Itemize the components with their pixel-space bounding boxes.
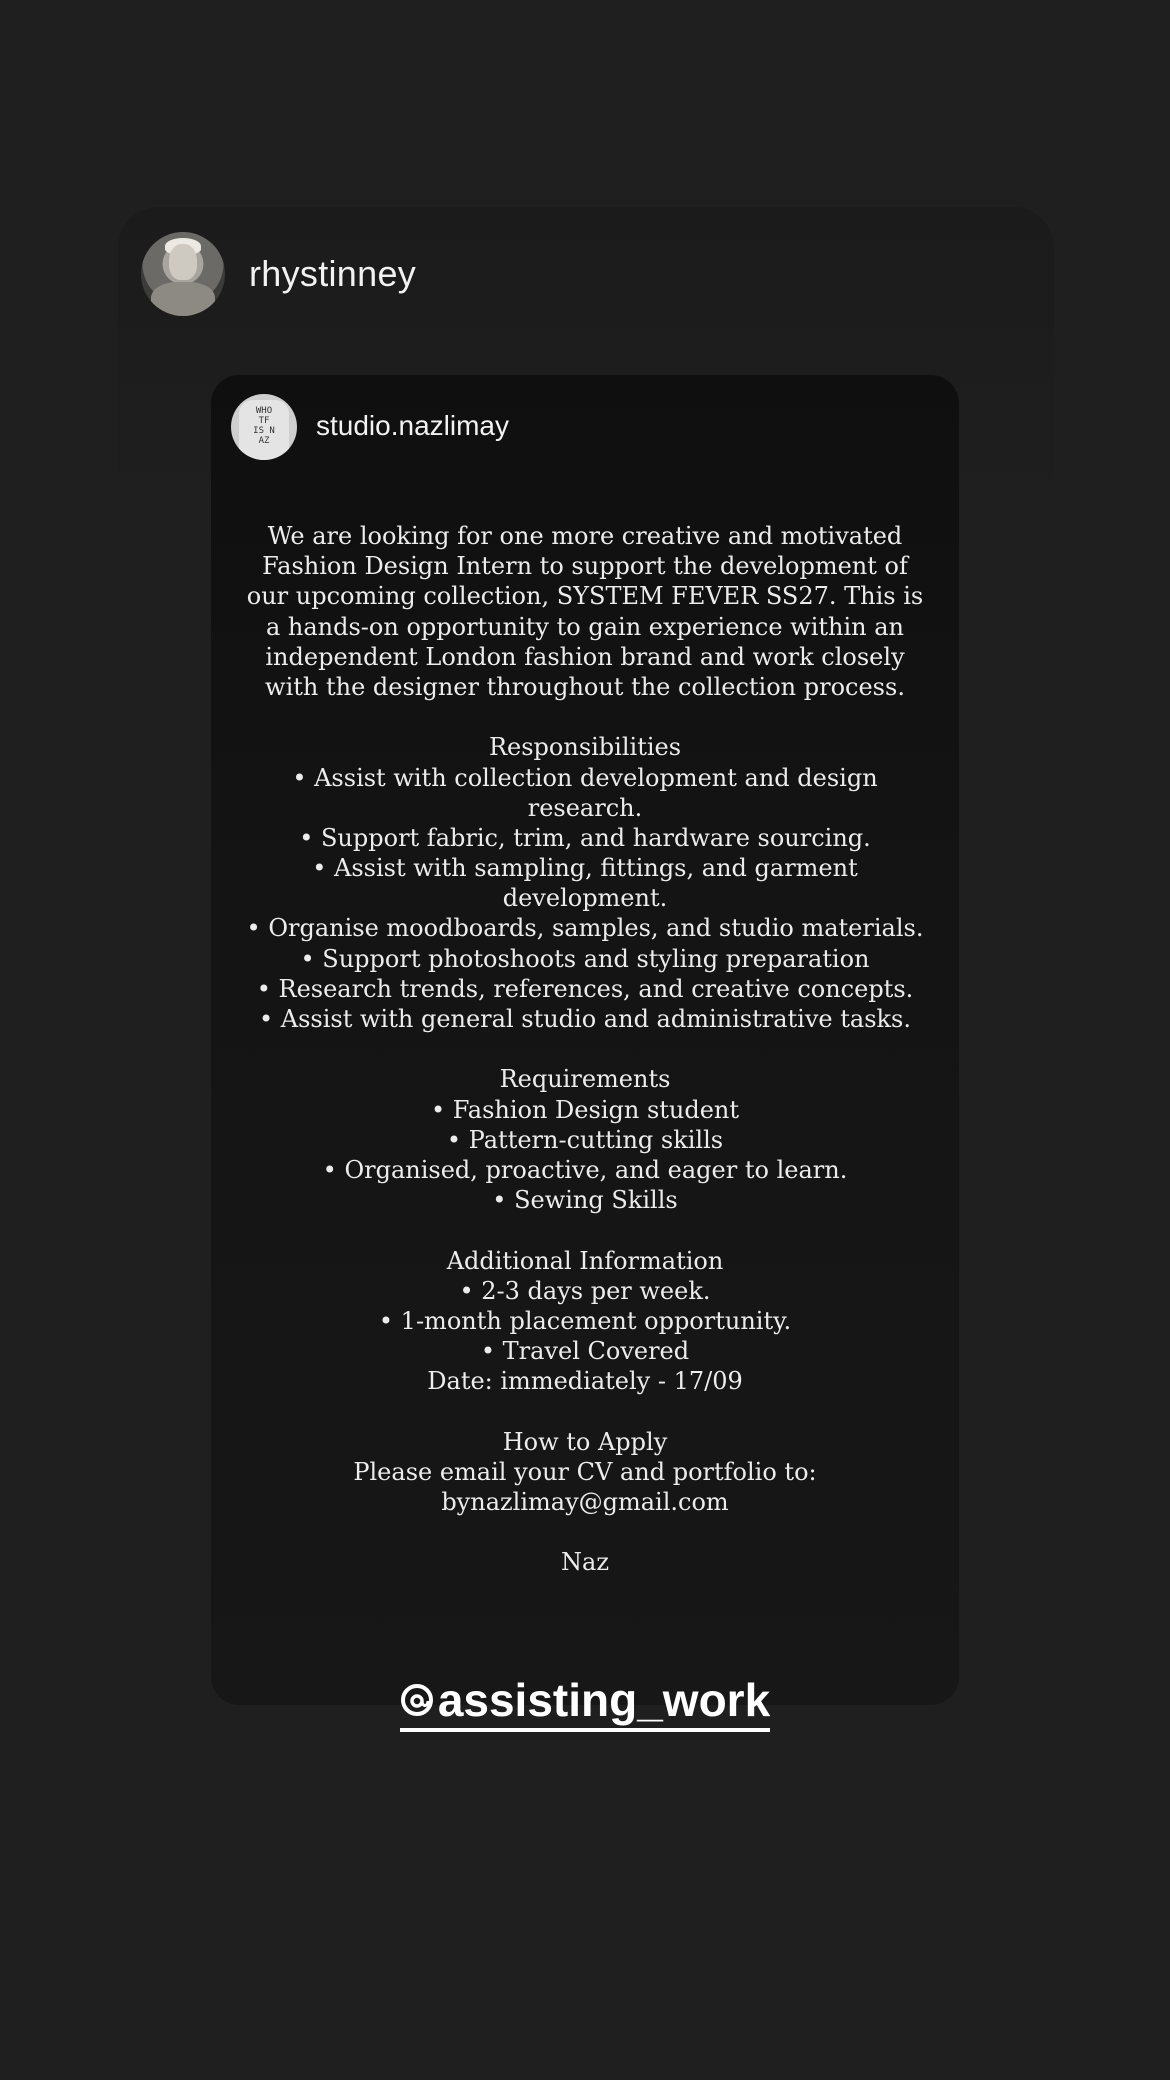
additional-item: • 1-month placement opportunity.: [378, 1306, 792, 1335]
mention-link[interactable]: [400, 1672, 770, 1732]
requirement-item: • Organised, proactive, and eager to learn.: [322, 1155, 848, 1184]
intro-line: independent London fashion brand and work closely: [265, 642, 905, 671]
responsibility-item: development.: [502, 884, 668, 913]
intro-line: We are looking for one more creative and motivated: [267, 522, 903, 550]
responsibility-item: • Assist with general studio and administrative tasks.: [258, 1005, 912, 1033]
responsibilities-heading: Responsibilities: [488, 733, 682, 762]
avatar-letters-1: WHO: [255, 406, 273, 416]
post-body: [240, 521, 930, 1578]
mention-sticker[interactable]: [0, 1672, 1170, 1732]
intro-line: a hands-on opportunity to gain experience within an: [265, 612, 905, 641]
responsibility-item: • Support fabric, trim, and hardware sourcing.: [299, 823, 871, 852]
inner-avatar[interactable]: [231, 394, 297, 460]
requirement-item: • Pattern-cutting skills: [446, 1125, 724, 1154]
requirements-heading: Requirements: [499, 1065, 671, 1094]
spacer: [240, 1034, 930, 1064]
avatar-body: [151, 282, 215, 316]
outer-avatar[interactable]: [141, 232, 225, 316]
signoff: Naz: [561, 1548, 609, 1577]
responsibility-item: • Assist with sampling, fittings, and garment: [312, 854, 858, 883]
responsibility-item: • Support photoshoots and styling preparation: [300, 944, 870, 973]
avatar-shirt-print: [239, 400, 289, 460]
additional-item: • 2-3 days per week.: [459, 1276, 711, 1305]
requirement-item: • Sewing Skills: [492, 1186, 678, 1215]
intro-line: with the designer throughout the collection process.: [265, 672, 905, 701]
apply-email[interactable]: bynazlimay@gmail.com: [441, 1488, 729, 1516]
additional-item: • Travel Covered: [480, 1337, 690, 1366]
inner-username[interactable]: studio.nazlimay: [316, 410, 509, 441]
avatar-letters-3: IS N: [253, 426, 275, 436]
outer-username[interactable]: rhystinney: [249, 253, 417, 294]
responsibility-item: research.: [527, 793, 643, 822]
apply-text: Please email your CV and portfolio to:: [353, 1457, 817, 1486]
threads-icon: [400, 1683, 434, 1717]
intro-line: Fashion Design Intern to support the development of: [262, 552, 908, 581]
spacer: [240, 1396, 930, 1426]
additional-item: Date: immediately - 17/09: [427, 1367, 743, 1396]
responsibility-item: • Research trends, references, and creative concepts.: [256, 974, 914, 1003]
spacer: [240, 702, 930, 732]
requirement-item: • Fashion Design student: [430, 1095, 740, 1124]
responsibility-item: • Assist with collection development and design: [292, 763, 878, 792]
spacer: [240, 1215, 930, 1245]
avatar-letters-2: TF: [258, 416, 270, 426]
intro-line: our upcoming collection, SYSTEM FEVER SS27. This is: [246, 582, 924, 611]
avatar-head: [169, 244, 197, 280]
additional-heading: Additional Information: [446, 1246, 724, 1275]
apply-heading: How to Apply: [502, 1427, 668, 1456]
responsibility-item: • Organise moodboards, samples, and studio materials.: [246, 914, 924, 943]
avatar-letters-4: AZ: [258, 436, 270, 446]
mention-handle: assisting_work: [437, 1674, 771, 1726]
spacer: [240, 1517, 930, 1547]
